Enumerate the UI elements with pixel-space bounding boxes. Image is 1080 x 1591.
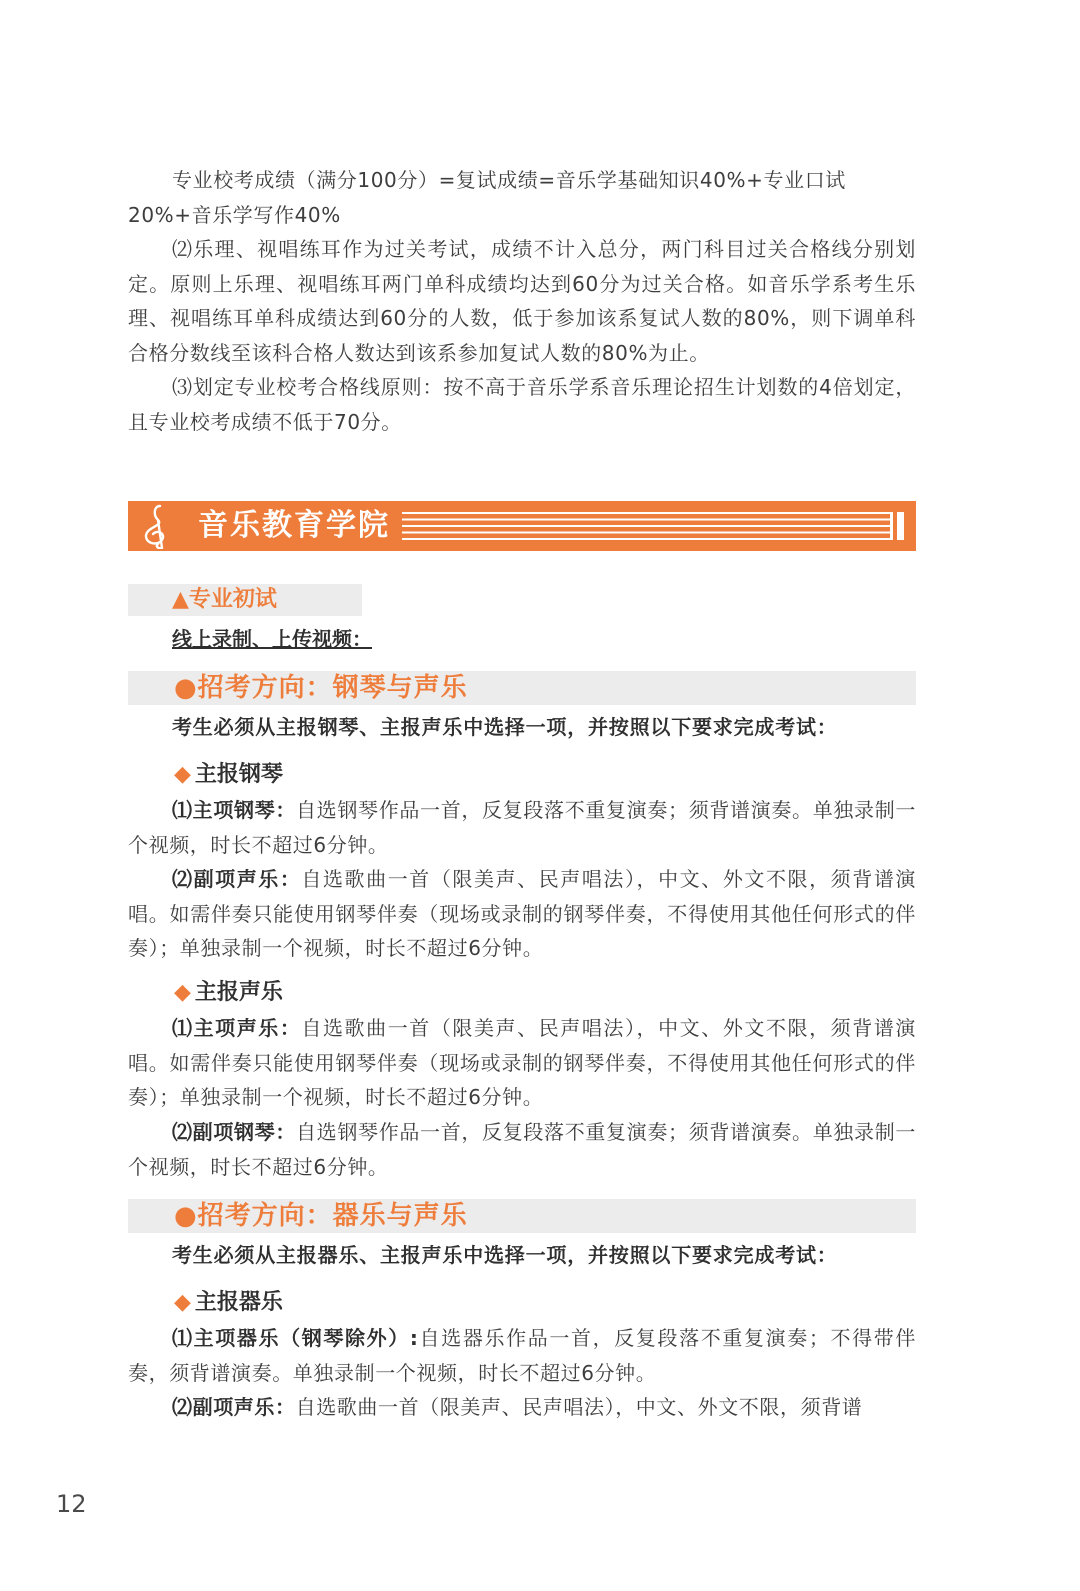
treble-clef-icon: [136, 503, 182, 549]
qualification-line-paragraph: ⑶划定专业校考合格线原则：按不高于音乐学系音乐理论招生计划数的4倍划定，且专业校考成绩不低于70分。: [128, 375, 916, 434]
item-label: ⑴主项器乐（钢琴除外）:: [172, 1326, 419, 1350]
instrument-main-item2: [128, 1390, 916, 1425]
instrument-main-heading: ◆ 主报器乐: [174, 1290, 283, 1315]
direction1-intro: 考生必须从主报钢琴、主报声乐中选择一项，并按照以下要求完成考试：: [172, 715, 838, 739]
item-label: ⑵副项声乐：: [172, 867, 302, 891]
direction2-intro: 考生必须从主报器乐、主报声乐中选择一项，并按照以下要求完成考试：: [172, 1243, 838, 1267]
pass-exam-paragraph: ⑵乐理、视唱练耳作为过关考试，成绩不计入总分，两门科目过关合格线分别划定。原则上乐理、视唱练耳两门单科成绩均达到60分为过关合格。如音乐学系考生乐理、视唱练耳单科成绩达到60分的人数，低于参加该系复试人数的80%，则下调单科合格分数线至该科合格人数达到该系参加复试人数的80%为止。: [128, 237, 916, 365]
item-label: ⑵副项声乐：: [172, 1395, 296, 1419]
page-number: 12: [56, 1490, 87, 1518]
score-formula-line1: 专业校考成绩（满分100分）=复试成绩=音乐学基础知识40%+专业口试: [172, 168, 846, 192]
instrument-main-item1: [128, 1321, 916, 1390]
item-label: ⑴主项声乐：: [172, 1016, 302, 1040]
item-text: 自选钢琴作品一首，反复段落不重复演奏；须背谱演奏。单独录制一个视频，时长不超过6分钟。: [128, 1120, 916, 1179]
diamond-bullet-icon: ◆: [174, 980, 191, 1005]
item-label: ⑵副项钢琴：: [172, 1120, 297, 1144]
diamond-bullet-icon: ◆: [174, 762, 191, 787]
section-banner: [128, 501, 916, 551]
score-formula-paragraph: [128, 163, 916, 232]
direction1-title: ●招考方向：钢琴与声乐: [174, 673, 468, 703]
item-text: 自选钢琴作品一首，反复段落不重复演奏；须背谱演奏。单独录制一个视频，时长不超过6分钟。: [128, 798, 916, 857]
score-formula-line2: 20%+音乐学写作40%: [128, 202, 341, 227]
piano-main-item1: [128, 793, 916, 862]
item-text: 自选歌曲一首（限美声、民声唱法），中文、外文不限，须背谱演唱。如需伴奏只能使用钢琴伴奏（现场或录制的钢琴伴奏，不得使用其他任何形式的伴奏）；单独录制一个视频，时长不超过6分钟。: [128, 867, 916, 960]
vocal-main-item1: [128, 1011, 916, 1115]
vocal-main-item2: [128, 1115, 916, 1184]
initial-exam-heading: ▲专业初试: [172, 587, 277, 612]
diamond-bullet-icon: ◆: [174, 1290, 191, 1315]
vocal-main-heading: ◆ 主报声乐: [174, 980, 283, 1005]
item-label: ⑴主项钢琴：: [172, 798, 297, 822]
item-text: 自选歌曲一首（限美声、民声唱法），中文、外文不限，须背谱演唱。如需伴奏只能使用钢琴伴奏（现场或录制的钢琴伴奏，不得使用其他任何形式的伴奏）；单独录制一个视频，时长不超过6分钟。: [128, 1016, 916, 1109]
item-text: 自选器乐作品一首，反复段落不重复演奏；不得带伴奏，须背谱演奏。单独录制一个视频，时长不超过6分钟。: [128, 1326, 916, 1385]
piano-main-heading: ◆ 主报钢琴: [174, 762, 283, 787]
exam-method-note: 线上录制、上传视频：: [172, 627, 372, 651]
staff-lines-decoration: [402, 511, 906, 541]
item-text: 自选歌曲一首（限美声、民声唱法），中文、外文不限，须背谱: [295, 1395, 863, 1419]
banner-title: 音乐教育学院: [198, 508, 390, 543]
direction2-title: ●招考方向：器乐与声乐: [174, 1201, 468, 1231]
piano-main-item2: [128, 862, 916, 966]
